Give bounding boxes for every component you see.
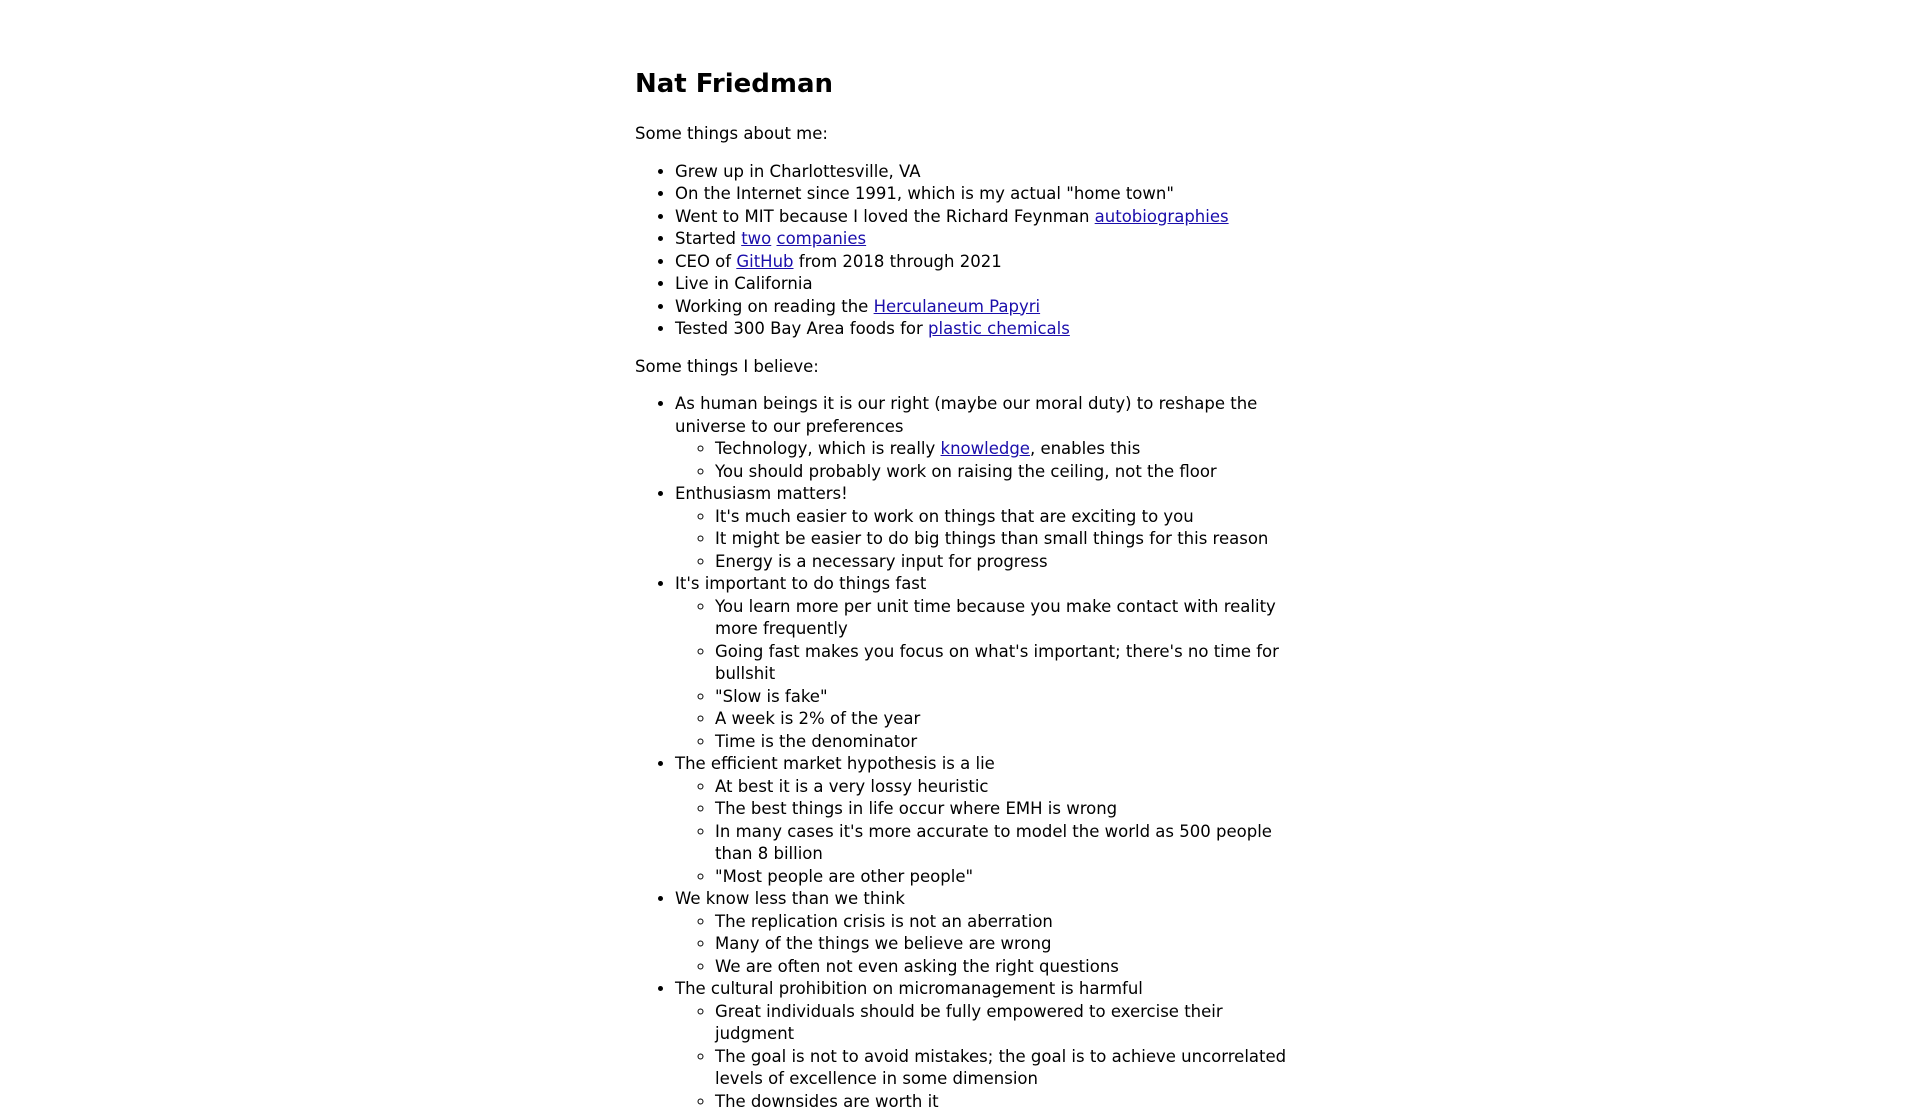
sub-item: ◦ Going fast makes you focus on what's important; there's no time for bullshit — [715, 641, 1295, 686]
list-item: • Live in California — [675, 273, 1295, 296]
belief-sublist — [675, 911, 1295, 979]
knowledge-link[interactable]: knowledge — [941, 439, 1030, 458]
about-intro: Some things about me: — [635, 123, 1295, 146]
belief-item: • Enthusiasm matters! ◦ It's much easier to work on things that are exciting to you ◦ It might be easier to do big things than small things for this reason ◦ Energy is a necessary input for progress — [675, 483, 1295, 573]
belief-sublist — [675, 1001, 1295, 1113]
sub-item: ◦ In many cases it's more accurate to model the world as 500 people than 8 billion — [715, 821, 1295, 866]
list-item: • Started two companies — [675, 228, 1295, 251]
list-item: • On the Internet since 1991, which is my actual "home town" — [675, 183, 1295, 206]
sub-item: ◦ You learn more per unit time because you make contact with reality more frequently — [715, 596, 1295, 641]
belief-item: • The cultural prohibition on micromanagement is harmful ◦ Great individuals should be fully empowered to exercise their judgment ◦ The goal is not to avoid mistakes; the goal is to achieve uncorrelated levels of excellence in some dimension ◦ The downsides are worth it — [675, 978, 1295, 1113]
sub-item: ◦ The goal is not to avoid mistakes; the goal is to achieve uncorrelated levels of excellence in some dimension — [715, 1046, 1295, 1091]
beliefs-intro: Some things I believe: — [635, 356, 1295, 379]
sub-item: ◦ "Slow is fake" — [715, 686, 1295, 709]
two-link[interactable]: two — [741, 229, 771, 248]
sub-item: ◦ "Most people are other people" — [715, 866, 1295, 889]
herculaneum-papyri-link[interactable]: Herculaneum Papyri — [874, 297, 1041, 316]
page-title: Nat Friedman — [635, 68, 1295, 100]
belief-sublist — [675, 506, 1295, 574]
list-item: • Working on reading the Herculaneum Papyri — [675, 296, 1295, 319]
about-list — [635, 161, 1295, 341]
belief-sublist — [675, 776, 1295, 889]
list-item: • Tested 300 Bay Area foods for plastic chemicals — [675, 318, 1295, 341]
beliefs-list — [635, 393, 1295, 1113]
sub-item: ◦ It might be easier to do big things than small things for this reason — [715, 528, 1295, 551]
sub-item: ◦ Time is the denominator — [715, 731, 1295, 754]
sub-item: ◦ The downsides are worth it — [715, 1091, 1295, 1113]
companies-link[interactable]: companies — [777, 229, 867, 248]
belief-item: • We know less than we think ◦ The replication crisis is not an aberration ◦ Many of the things we believe are wrong ◦ We are often not even asking the right questions — [675, 888, 1295, 978]
github-link[interactable]: GitHub — [736, 252, 793, 271]
sub-item: ◦ Technology, which is really knowledge, enables this — [715, 438, 1295, 461]
sub-item: ◦ We are often not even asking the right questions — [715, 956, 1295, 979]
autobiographies-link[interactable]: autobiographies — [1095, 207, 1229, 226]
list-item: • CEO of GitHub from 2018 through 2021 — [675, 251, 1295, 274]
belief-item: • As human beings it is our right (maybe our moral duty) to reshape the universe to our preferences ◦ Technology, which is really knowledge, enables this ◦ You should probably work on raising the ceiling, not the floor — [675, 393, 1295, 483]
sub-item: ◦ Many of the things we believe are wrong — [715, 933, 1295, 956]
sub-item: ◦ At best it is a very lossy heuristic — [715, 776, 1295, 799]
belief-item: • It's important to do things fast ◦ You learn more per unit time because you make contact with reality more frequently ◦ Going fast makes you focus on what's important; there's no time for bullshit ◦ "Slow is fake" ◦ A week is 2% of the year ◦ Time is the denominator — [675, 573, 1295, 753]
belief-sublist — [675, 438, 1295, 483]
belief-sublist — [675, 596, 1295, 754]
sub-item: ◦ Energy is a necessary input for progress — [715, 551, 1295, 574]
sub-item: ◦ Great individuals should be fully empowered to exercise their judgment — [715, 1001, 1295, 1046]
sub-item: ◦ It's much easier to work on things that are exciting to you — [715, 506, 1295, 529]
plastic-chemicals-link[interactable]: plastic chemicals — [928, 319, 1070, 338]
sub-item: ◦ You should probably work on raising the ceiling, not the floor — [715, 461, 1295, 484]
sub-item: ◦ The replication crisis is not an aberration — [715, 911, 1295, 934]
belief-item: • The efficient market hypothesis is a lie ◦ At best it is a very lossy heuristic ◦ The best things in life occur where EMH is wrong ◦ In many cases it's more accurate to model the world as 500 people than 8 billion ◦ "Most people are other people" — [675, 753, 1295, 888]
page-content — [635, 0, 1295, 1113]
sub-item: ◦ A week is 2% of the year — [715, 708, 1295, 731]
list-item: • Went to MIT because I loved the Richard Feynman autobiographies — [675, 206, 1295, 229]
list-item: • Grew up in Charlottesville, VA — [675, 161, 1295, 184]
sub-item: ◦ The best things in life occur where EMH is wrong — [715, 798, 1295, 821]
